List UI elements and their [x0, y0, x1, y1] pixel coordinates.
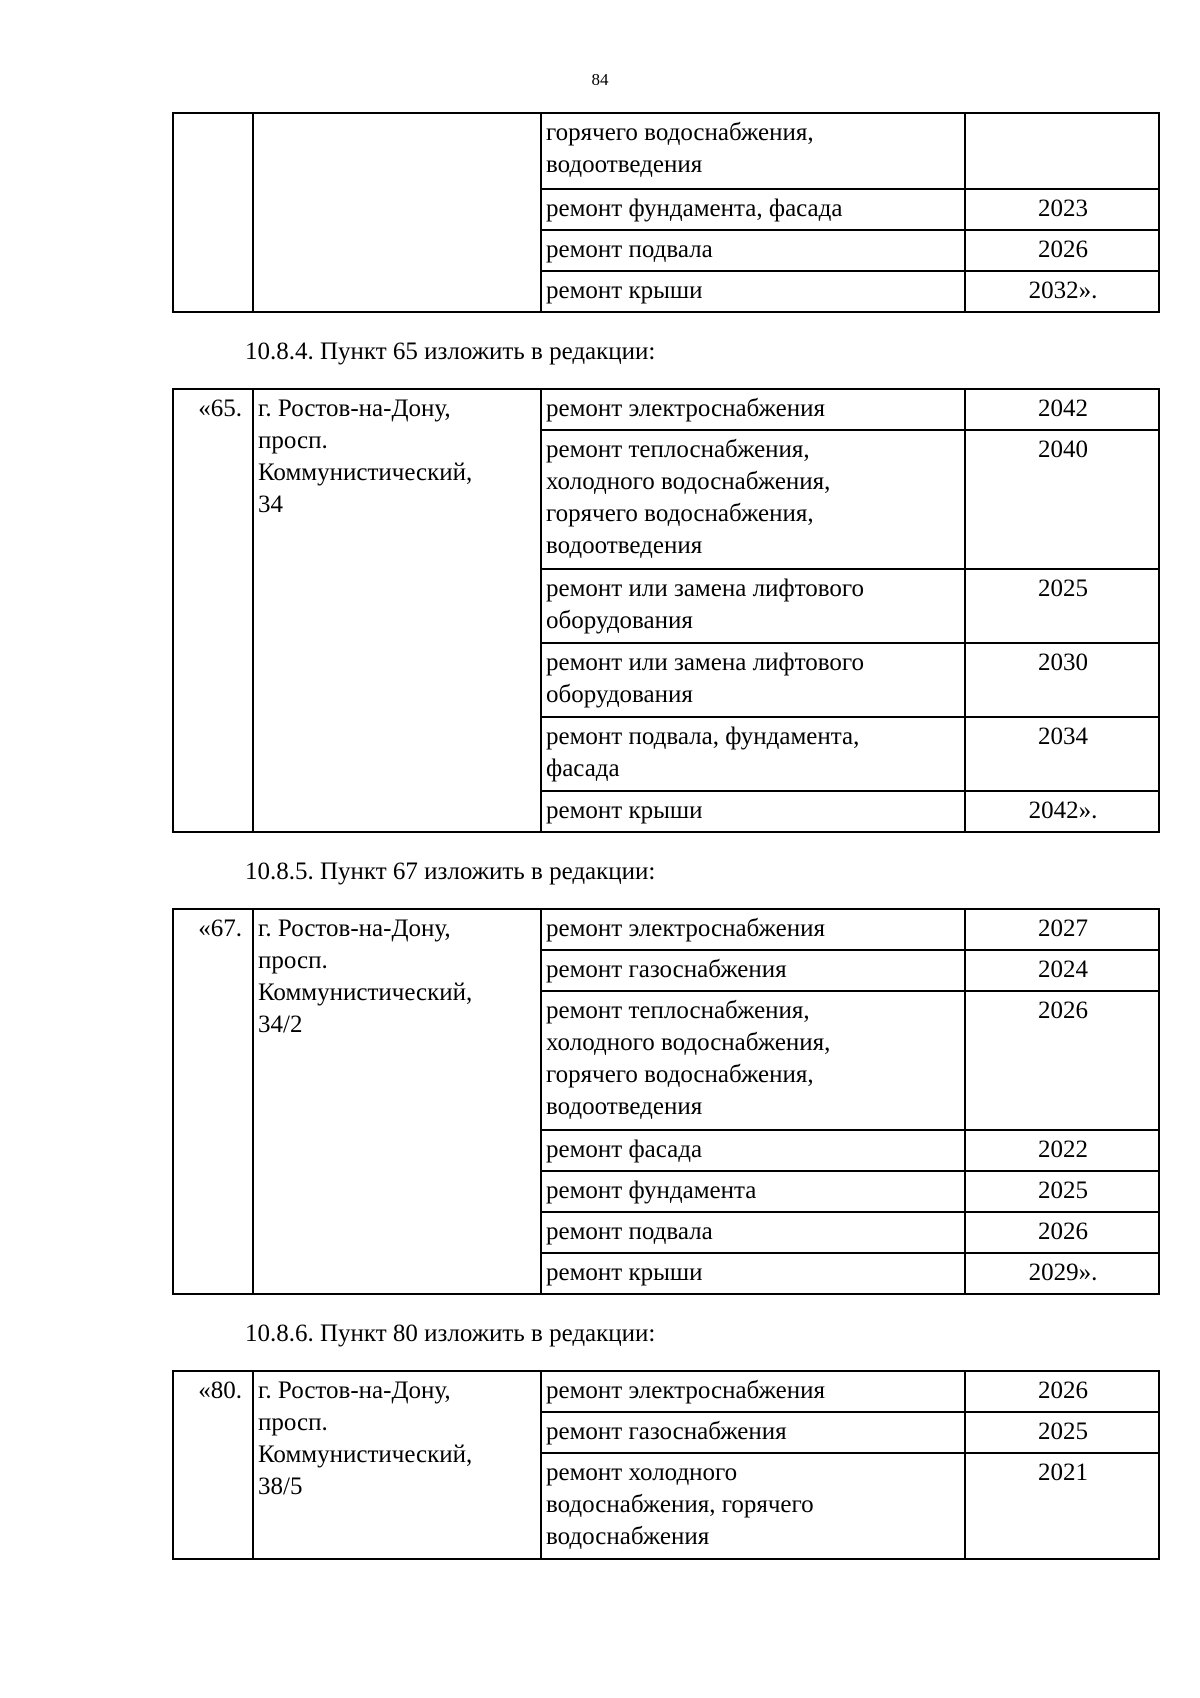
amendment-heading: 10.8.6. Пункт 80 изложить в редакции:: [245, 1320, 656, 1347]
item-number-cell: [173, 113, 253, 312]
address-cell: г. Ростов-на-Дону, просп. Коммунистический, 34/2: [253, 909, 541, 1294]
work-cell: ремонт фасада: [541, 1130, 965, 1171]
work-cell: ремонт холодного водоснабжения, горячего водоснабжения: [541, 1453, 965, 1559]
table-row: [173, 389, 1159, 430]
year-cell: 2032».: [965, 271, 1159, 312]
year-cell: 2026: [965, 230, 1159, 271]
year-cell: 2029».: [965, 1253, 1159, 1294]
year-cell: 2025: [965, 1412, 1159, 1453]
year-cell: 2024: [965, 950, 1159, 991]
work-cell: ремонт крыши: [541, 791, 965, 832]
work-cell: ремонт электроснабжения: [541, 909, 965, 950]
table-row: [173, 113, 1159, 189]
year-cell: 2042».: [965, 791, 1159, 832]
work-cell: ремонт теплоснабжения, холодного водоснабжения, горячего водоснабжения, водоотведения: [541, 991, 965, 1130]
work-cell: ремонт теплоснабжения, холодного водоснабжения, горячего водоснабжения, водоотведения: [541, 430, 965, 569]
work-cell: ремонт электроснабжения: [541, 1371, 965, 1412]
work-cell: горячего водоснабжения, водоотведения: [541, 113, 965, 189]
item-65-table: [172, 388, 1160, 833]
page-number: 84: [591, 70, 609, 89]
year-cell: 2026: [965, 991, 1159, 1130]
year-cell: 2034: [965, 717, 1159, 791]
work-cell: ремонт подвала: [541, 230, 965, 271]
address-cell: г. Ростов-на-Дону, просп. Коммунистический, 38/5: [253, 1371, 541, 1559]
year-cell: 2040: [965, 430, 1159, 569]
work-cell: ремонт или замена лифтового оборудования: [541, 643, 965, 717]
year-cell: 2021: [965, 1453, 1159, 1559]
year-cell: 2025: [965, 1171, 1159, 1212]
work-cell: ремонт крыши: [541, 271, 965, 312]
address-cell: г. Ростов-на-Дону, просп. Коммунистический, 34: [253, 389, 541, 832]
item-number-cell: «65.: [173, 389, 253, 832]
year-cell: 2042: [965, 389, 1159, 430]
year-cell: 2026: [965, 1212, 1159, 1253]
work-cell: ремонт электроснабжения: [541, 389, 965, 430]
year-cell: 2026: [965, 1371, 1159, 1412]
work-cell: ремонт крыши: [541, 1253, 965, 1294]
work-cell: ремонт фундамента: [541, 1171, 965, 1212]
work-cell: ремонт газоснабжения: [541, 950, 965, 991]
continuation-table: [172, 112, 1160, 313]
work-cell: ремонт или замена лифтового оборудования: [541, 569, 965, 643]
address-cell: [253, 113, 541, 312]
year-cell: 2022: [965, 1130, 1159, 1171]
item-80-table: [172, 1370, 1160, 1560]
work-cell: ремонт подвала: [541, 1212, 965, 1253]
year-cell: [965, 113, 1159, 189]
year-cell: 2025: [965, 569, 1159, 643]
work-cell: ремонт подвала, фундамента, фасада: [541, 717, 965, 791]
table-row: [173, 1371, 1159, 1412]
year-cell: 2030: [965, 643, 1159, 717]
work-cell: ремонт фундамента, фасада: [541, 189, 965, 230]
item-67-table: [172, 908, 1160, 1295]
amendment-heading: 10.8.5. Пункт 67 изложить в редакции:: [245, 858, 656, 885]
amendment-heading: 10.8.4. Пункт 65 изложить в редакции:: [245, 338, 656, 365]
item-number-cell: «80.: [173, 1371, 253, 1559]
item-number-cell: «67.: [173, 909, 253, 1294]
work-cell: ремонт газоснабжения: [541, 1412, 965, 1453]
year-cell: 2027: [965, 909, 1159, 950]
table-row: [173, 909, 1159, 950]
year-cell: 2023: [965, 189, 1159, 230]
